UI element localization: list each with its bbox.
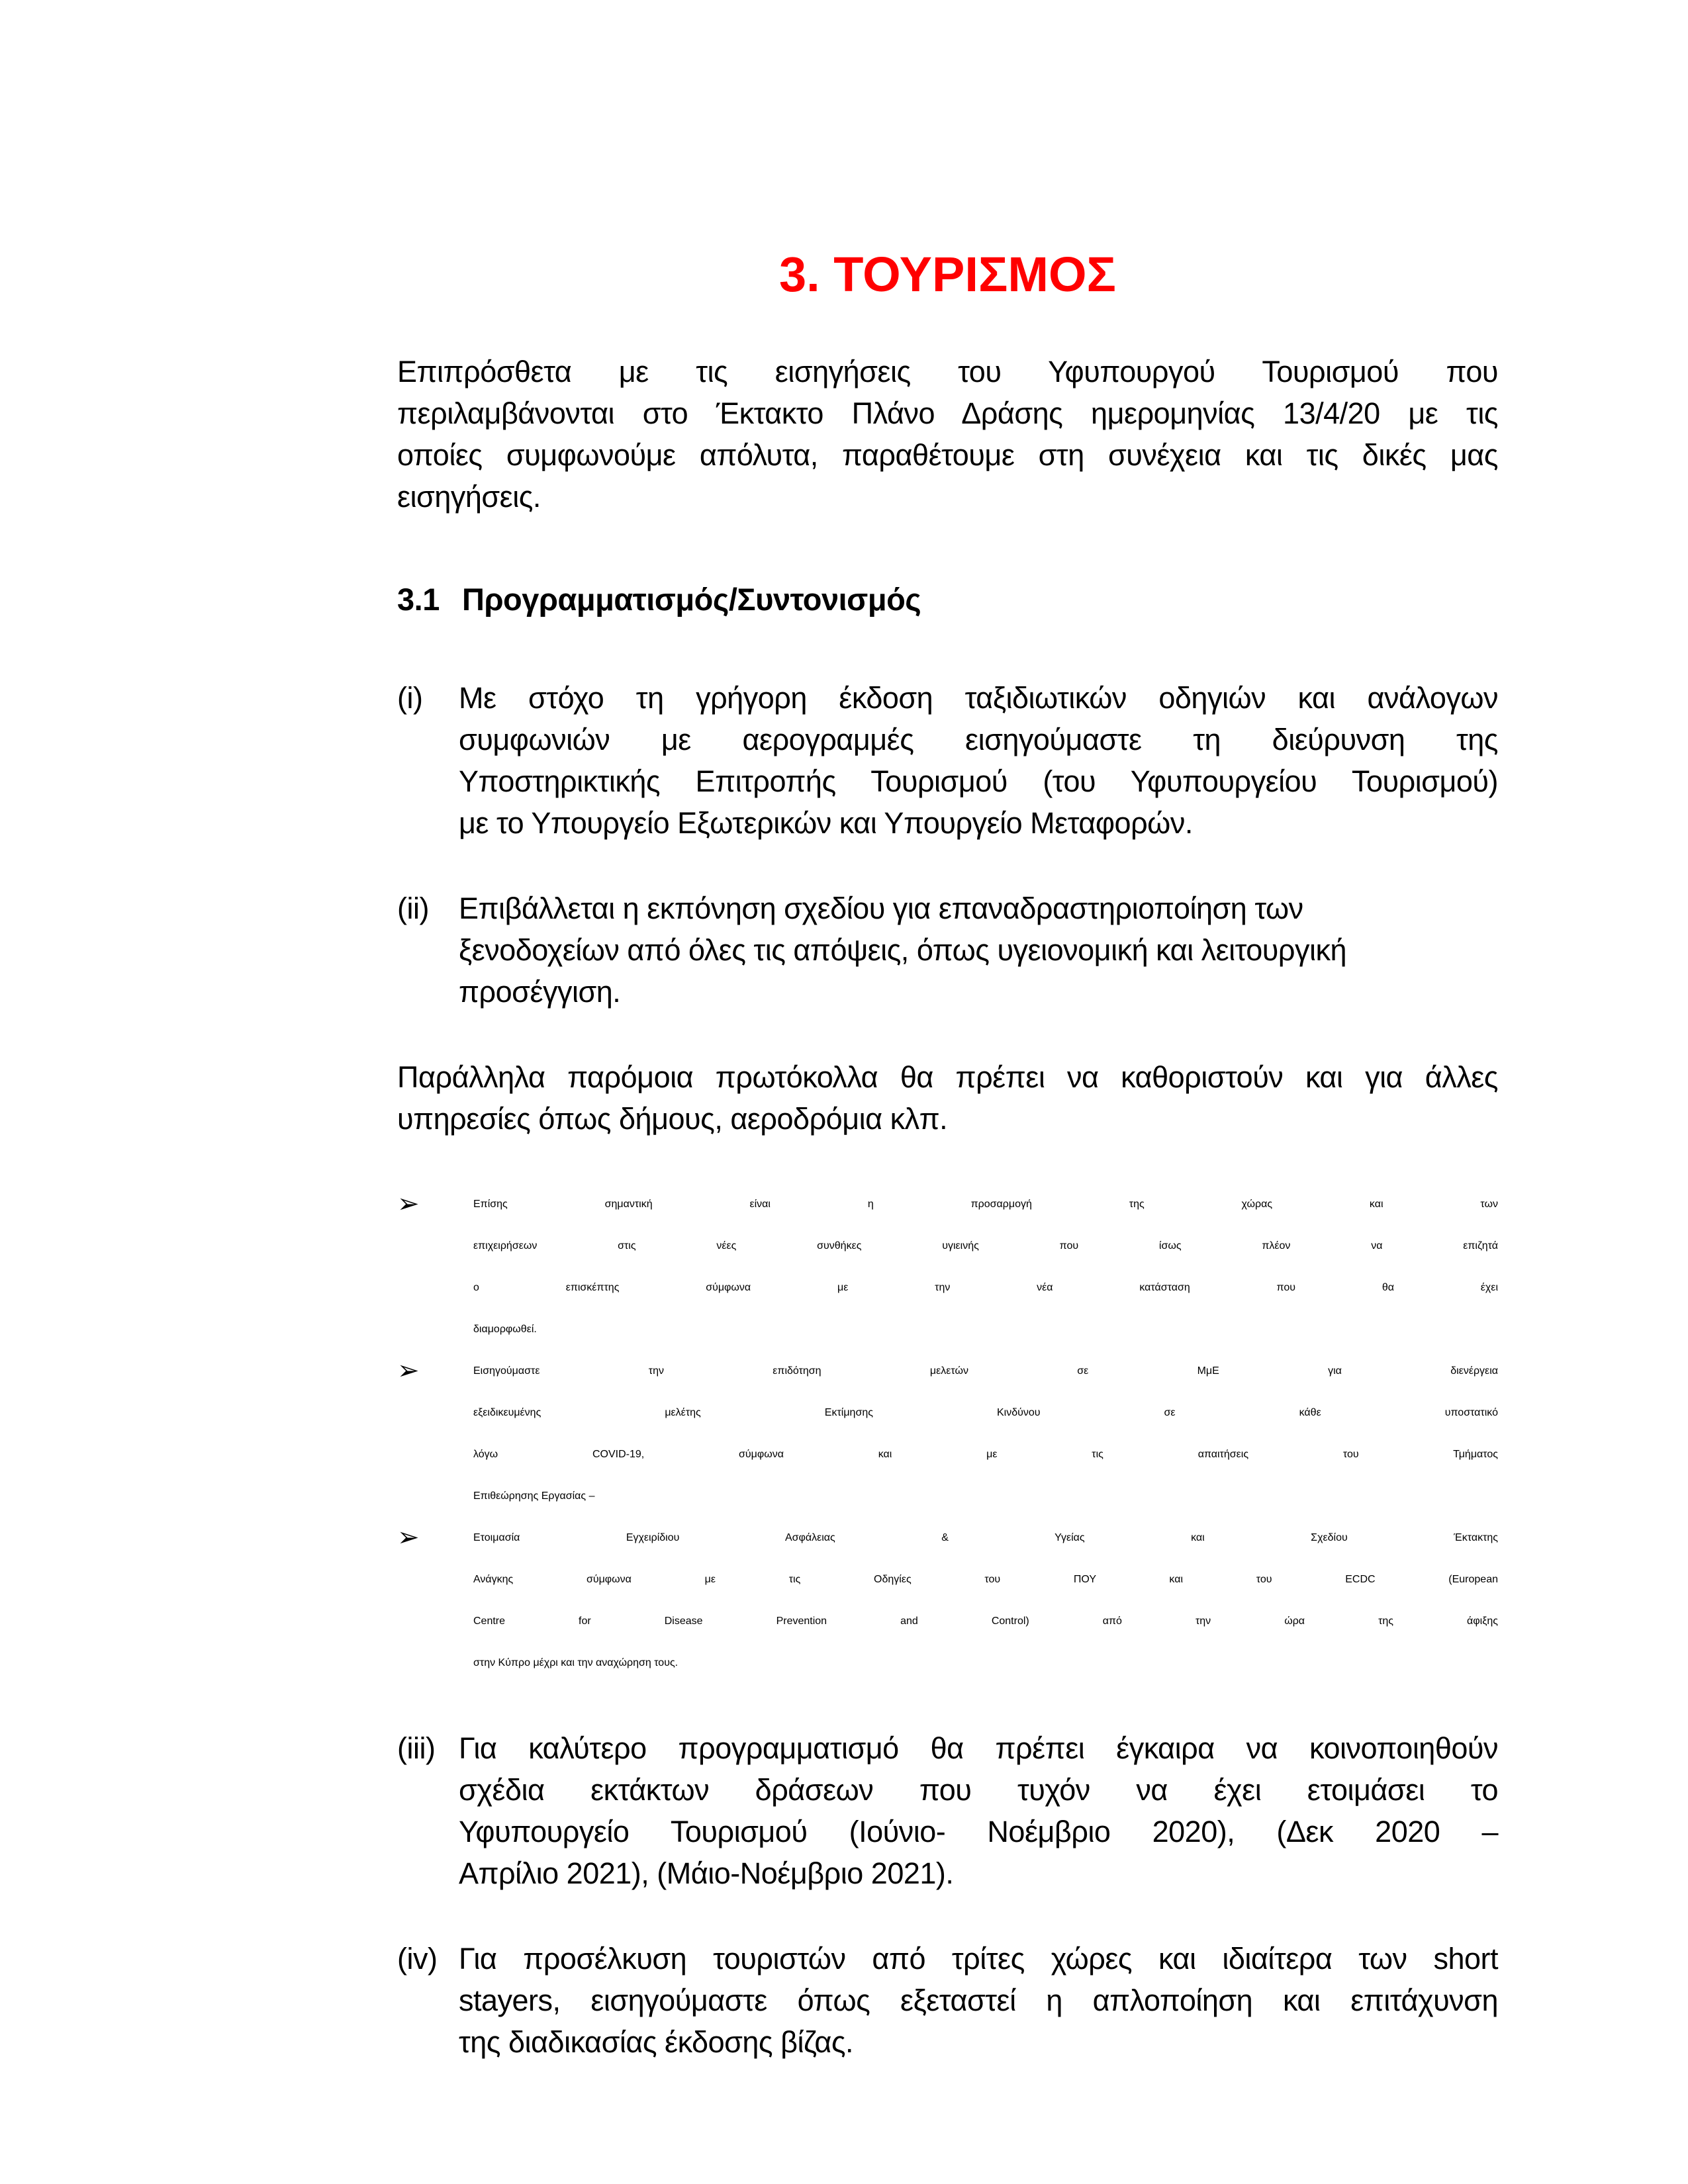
list-item-ii — [397, 887, 1498, 1013]
text-line: Εισηγούμαστε την επιδότηση μελετών σε ΜμΕ για διενέργεια — [473, 1365, 1498, 1377]
text-line: περιλαμβάνονται στο Έκτακτο Πλάνο Δράσης ημερομηνίας 13/4/20 με τις — [397, 396, 1498, 430]
text-line: στην Κύπρο μέχρι και την αναχώρηση τους. — [473, 1657, 679, 1668]
text-line: Υποστηρικτικής Επιτροπής Τουρισμού (του Υφυπουργείου Τουρισμού) — [459, 764, 1498, 798]
list-item-text — [459, 1938, 1498, 2063]
text-line: Centre for Disease Prevention and Control) από την ώρα της άφιξης — [473, 1615, 1498, 1627]
text-line: συμφωνιών με αερογραμμές εισηγούμαστε τη διεύρυνση της — [459, 723, 1498, 756]
text-line: διαμορφωθεί. — [473, 1324, 537, 1335]
list-marker: (i) — [397, 681, 423, 715]
bullet-list — [397, 1183, 1498, 1684]
arrowhead-bullet-icon: ➢ — [397, 1355, 420, 1386]
text-line: με το Υπουργείο Εξωτερικών και Υπουργείο Μεταφορών. — [459, 806, 1193, 840]
text-line: Επιβάλλεται η εκπόνηση σχεδίου για επαναδραστηριοποίηση των — [459, 891, 1303, 925]
list-item-iv — [397, 1938, 1498, 2063]
bullet-item — [397, 1517, 1498, 1684]
text-line: Απρίλιο 2021), (Μάιο-Νοέμβριο 2021). — [459, 1856, 954, 1890]
text-line: Για προσέλκυση τουριστών από τρίτες χώρες και ιδιαίτερα των short — [459, 1942, 1498, 1976]
section-number: 3.1 — [397, 582, 440, 617]
list-item-i — [397, 677, 1498, 844]
bullet-item-text — [473, 1350, 1498, 1517]
parallel-paragraph — [397, 1056, 1498, 1140]
text-line: Ανάγκης σύμφωνα με τις Οδηγίες του ΠΟΥ και του ECDC (European — [473, 1574, 1498, 1585]
text-line: Υφυπουργείο Τουρισμού (Ιούνιο- Νοέμβριο 2020), (Δεκ 2020 – — [459, 1815, 1498, 1848]
text-line: λόγω COVID-19, σύμφωνα και με τις απαιτήσεις του Τμήματος — [473, 1449, 1498, 1460]
text-line: σχέδια εκτάκτων δράσεων που τυχόν να έχει ετοιμάσει το — [459, 1773, 1498, 1807]
list-marker: (iv) — [397, 1942, 438, 1976]
document-body — [397, 351, 1498, 2063]
list-item-text — [459, 1727, 1498, 1894]
text-line: stayers, εισηγούμαστε όπως εξεταστεί η απλοποίηση και επιτάχυνση — [459, 1983, 1498, 2017]
list-item-text — [459, 887, 1498, 1013]
text-line: Επιθεώρησης Εργασίας – — [473, 1490, 595, 1502]
text-line: οποίες συμφωνούμε απόλυτα, παραθέτουμε στη συνέχεια και τις δικές μας — [397, 438, 1498, 472]
section-title: Προγραμματισμός/Συντονισμός — [462, 582, 921, 617]
text-line: επιχειρήσεων στις νέες συνθήκες υγιεινής που ίσως πλέον να επιζητά — [473, 1240, 1498, 1251]
list-marker: (ii) — [397, 891, 429, 925]
arrowhead-bullet-icon: ➢ — [397, 1522, 420, 1553]
intro-paragraph — [397, 351, 1498, 518]
text-line: υπηρεσίες όπως δήμους, αεροδρόμια κλπ. — [397, 1102, 948, 1136]
text-line: εξειδικευμένης μελέτης Εκτίμησης Κινδύνου σε κάθε υποστατικό — [473, 1407, 1498, 1418]
text-line: εισηγήσεις. — [397, 480, 541, 514]
page-title: 3. ΤΟΥΡΙΣΜΟΣ — [779, 247, 1116, 302]
text-line: Επιπρόσθετα με τις εισηγήσεις του Υφυπουργού Τουρισμού που — [397, 355, 1498, 388]
text-line: Για καλύτερο προγραμματισμό θα πρέπει έγκαιρα να κοινοποιηθούν — [459, 1731, 1498, 1765]
text-line: προσέγγιση. — [459, 975, 621, 1009]
list-marker: (iii) — [397, 1731, 436, 1765]
text-line: Παράλληλα παρόμοια πρωτόκολλα θα πρέπει να καθοριστούν και για άλλες — [397, 1060, 1498, 1094]
bullet-item — [397, 1183, 1498, 1350]
list-item-iii — [397, 1727, 1498, 1894]
document-content — [397, 246, 1498, 2063]
bullet-item-text — [473, 1183, 1498, 1350]
text-line: Με στόχο τη γρήγορη έκδοση ταξιδιωτικών οδηγιών και ανάλογων — [459, 681, 1498, 715]
text-line: ο επισκέπτης σύμφωνα με την νέα κατάσταση που θα έχει — [473, 1282, 1498, 1293]
section-heading — [397, 578, 1498, 620]
text-line: Ετοιμασία Εγχειρίδιου Ασφάλειας & Υγείας και Σχεδίου Έκτακτης — [473, 1532, 1498, 1543]
bullet-item-text — [473, 1517, 1498, 1684]
text-line: Επίσης σημαντική είναι η προσαρμογή της χώρας και των — [473, 1199, 1498, 1210]
list-item-text — [459, 677, 1498, 844]
arrowhead-bullet-icon: ➢ — [397, 1189, 420, 1219]
text-line: ξενοδοχείων από όλες τις απόψεις, όπως υγειονομική και λειτουργική — [459, 933, 1347, 967]
text-line: της διαδικασίας έκδοσης βίζας. — [459, 2025, 854, 2059]
bullet-item — [397, 1350, 1498, 1517]
